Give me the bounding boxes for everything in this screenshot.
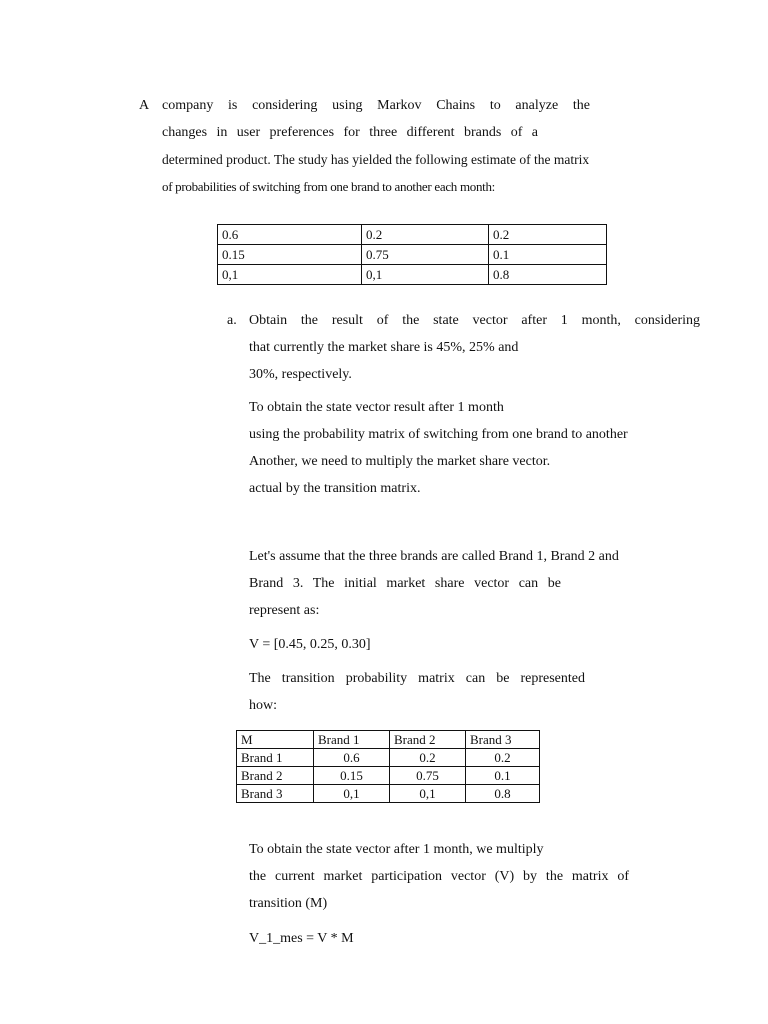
part-a-question-line-3: 30%, respectively. bbox=[249, 367, 352, 382]
table-row bbox=[237, 785, 540, 803]
part-a-question-line-2: that currently the market share is 45%, 25% and bbox=[249, 340, 519, 355]
table-cell: 0.8 bbox=[466, 785, 540, 803]
intro-line-3: determined product. The study has yielded the following estimate of the matrix bbox=[162, 152, 590, 167]
table-cell: 0.1 bbox=[489, 245, 607, 265]
answer-line-7: represent as: bbox=[249, 603, 320, 618]
table-cell: 0.15 bbox=[314, 767, 390, 785]
answer-line-1: To obtain the state vector result after 1 month bbox=[249, 400, 504, 415]
answer-line-5: Let's assume that the three brands are called Brand 1, Brand 2 and bbox=[249, 549, 619, 564]
table-header-cell: Brand 2 bbox=[390, 731, 466, 749]
table-cell: 0,1 bbox=[362, 265, 489, 285]
table-cell: 0,1 bbox=[218, 265, 362, 285]
table-row bbox=[237, 767, 540, 785]
table-cell: 0.15 bbox=[218, 245, 362, 265]
transition-matrix-table bbox=[236, 730, 540, 803]
answer-line-12: transition (M) bbox=[249, 896, 328, 911]
table-cell: 0.2 bbox=[489, 225, 607, 245]
table-cell: 0.75 bbox=[362, 245, 489, 265]
table-cell: 0.6 bbox=[218, 225, 362, 245]
table-header-cell: M bbox=[237, 731, 314, 749]
part-a-marker: a. bbox=[227, 313, 237, 328]
table-header-cell: Brand 1 bbox=[314, 731, 390, 749]
table-header-row bbox=[237, 731, 540, 749]
table-cell: 0.1 bbox=[466, 767, 540, 785]
table-cell: Brand 2 bbox=[237, 767, 314, 785]
table-row bbox=[218, 245, 607, 265]
part-a-question-line-1: Obtain the result of the state vector after 1 month, considering bbox=[249, 313, 700, 328]
intro-line-2: changes in user preferences for three different brands of a bbox=[162, 125, 538, 140]
answer-line-2: using the probability matrix of switching from one brand to another bbox=[249, 427, 628, 442]
answer-line-10: To obtain the state vector after 1 month, we multiply bbox=[249, 842, 544, 857]
probability-matrix-table bbox=[217, 224, 607, 285]
answer-line-4: actual by the transition matrix. bbox=[249, 481, 421, 496]
table-cell: 0,1 bbox=[390, 785, 466, 803]
intro-line-4: of probabilities of switching from one brand to another each month: bbox=[162, 179, 495, 194]
answer-line-11: the current market participation vector (V) by the matrix of bbox=[249, 869, 629, 884]
table-header-cell: Brand 3 bbox=[466, 731, 540, 749]
table-cell: 0,1 bbox=[314, 785, 390, 803]
intro-marker: A bbox=[139, 98, 150, 113]
intro-line-1: company is considering using Markov Chains to analyze the bbox=[162, 98, 590, 113]
table-row bbox=[218, 225, 607, 245]
answer-line-9: how: bbox=[249, 698, 277, 713]
table-row bbox=[237, 749, 540, 767]
formula: V_1_mes = V * M bbox=[249, 931, 354, 946]
table-row bbox=[218, 265, 607, 285]
table-cell: Brand 3 bbox=[237, 785, 314, 803]
table-cell: 0.2 bbox=[466, 749, 540, 767]
answer-line-6: Brand 3. The initial market share vector can be bbox=[249, 576, 561, 591]
table-cell: Brand 1 bbox=[237, 749, 314, 767]
table-cell: 0.8 bbox=[489, 265, 607, 285]
answer-line-8: The transition probability matrix can be represented bbox=[249, 671, 585, 686]
table-cell: 0.6 bbox=[314, 749, 390, 767]
table-cell: 0.2 bbox=[390, 749, 466, 767]
initial-vector: V = [0.45, 0.25, 0.30] bbox=[249, 637, 371, 652]
table-cell: 0.75 bbox=[390, 767, 466, 785]
table-cell: 0.2 bbox=[362, 225, 489, 245]
answer-line-3: Another, we need to multiply the market share vector. bbox=[249, 454, 551, 469]
